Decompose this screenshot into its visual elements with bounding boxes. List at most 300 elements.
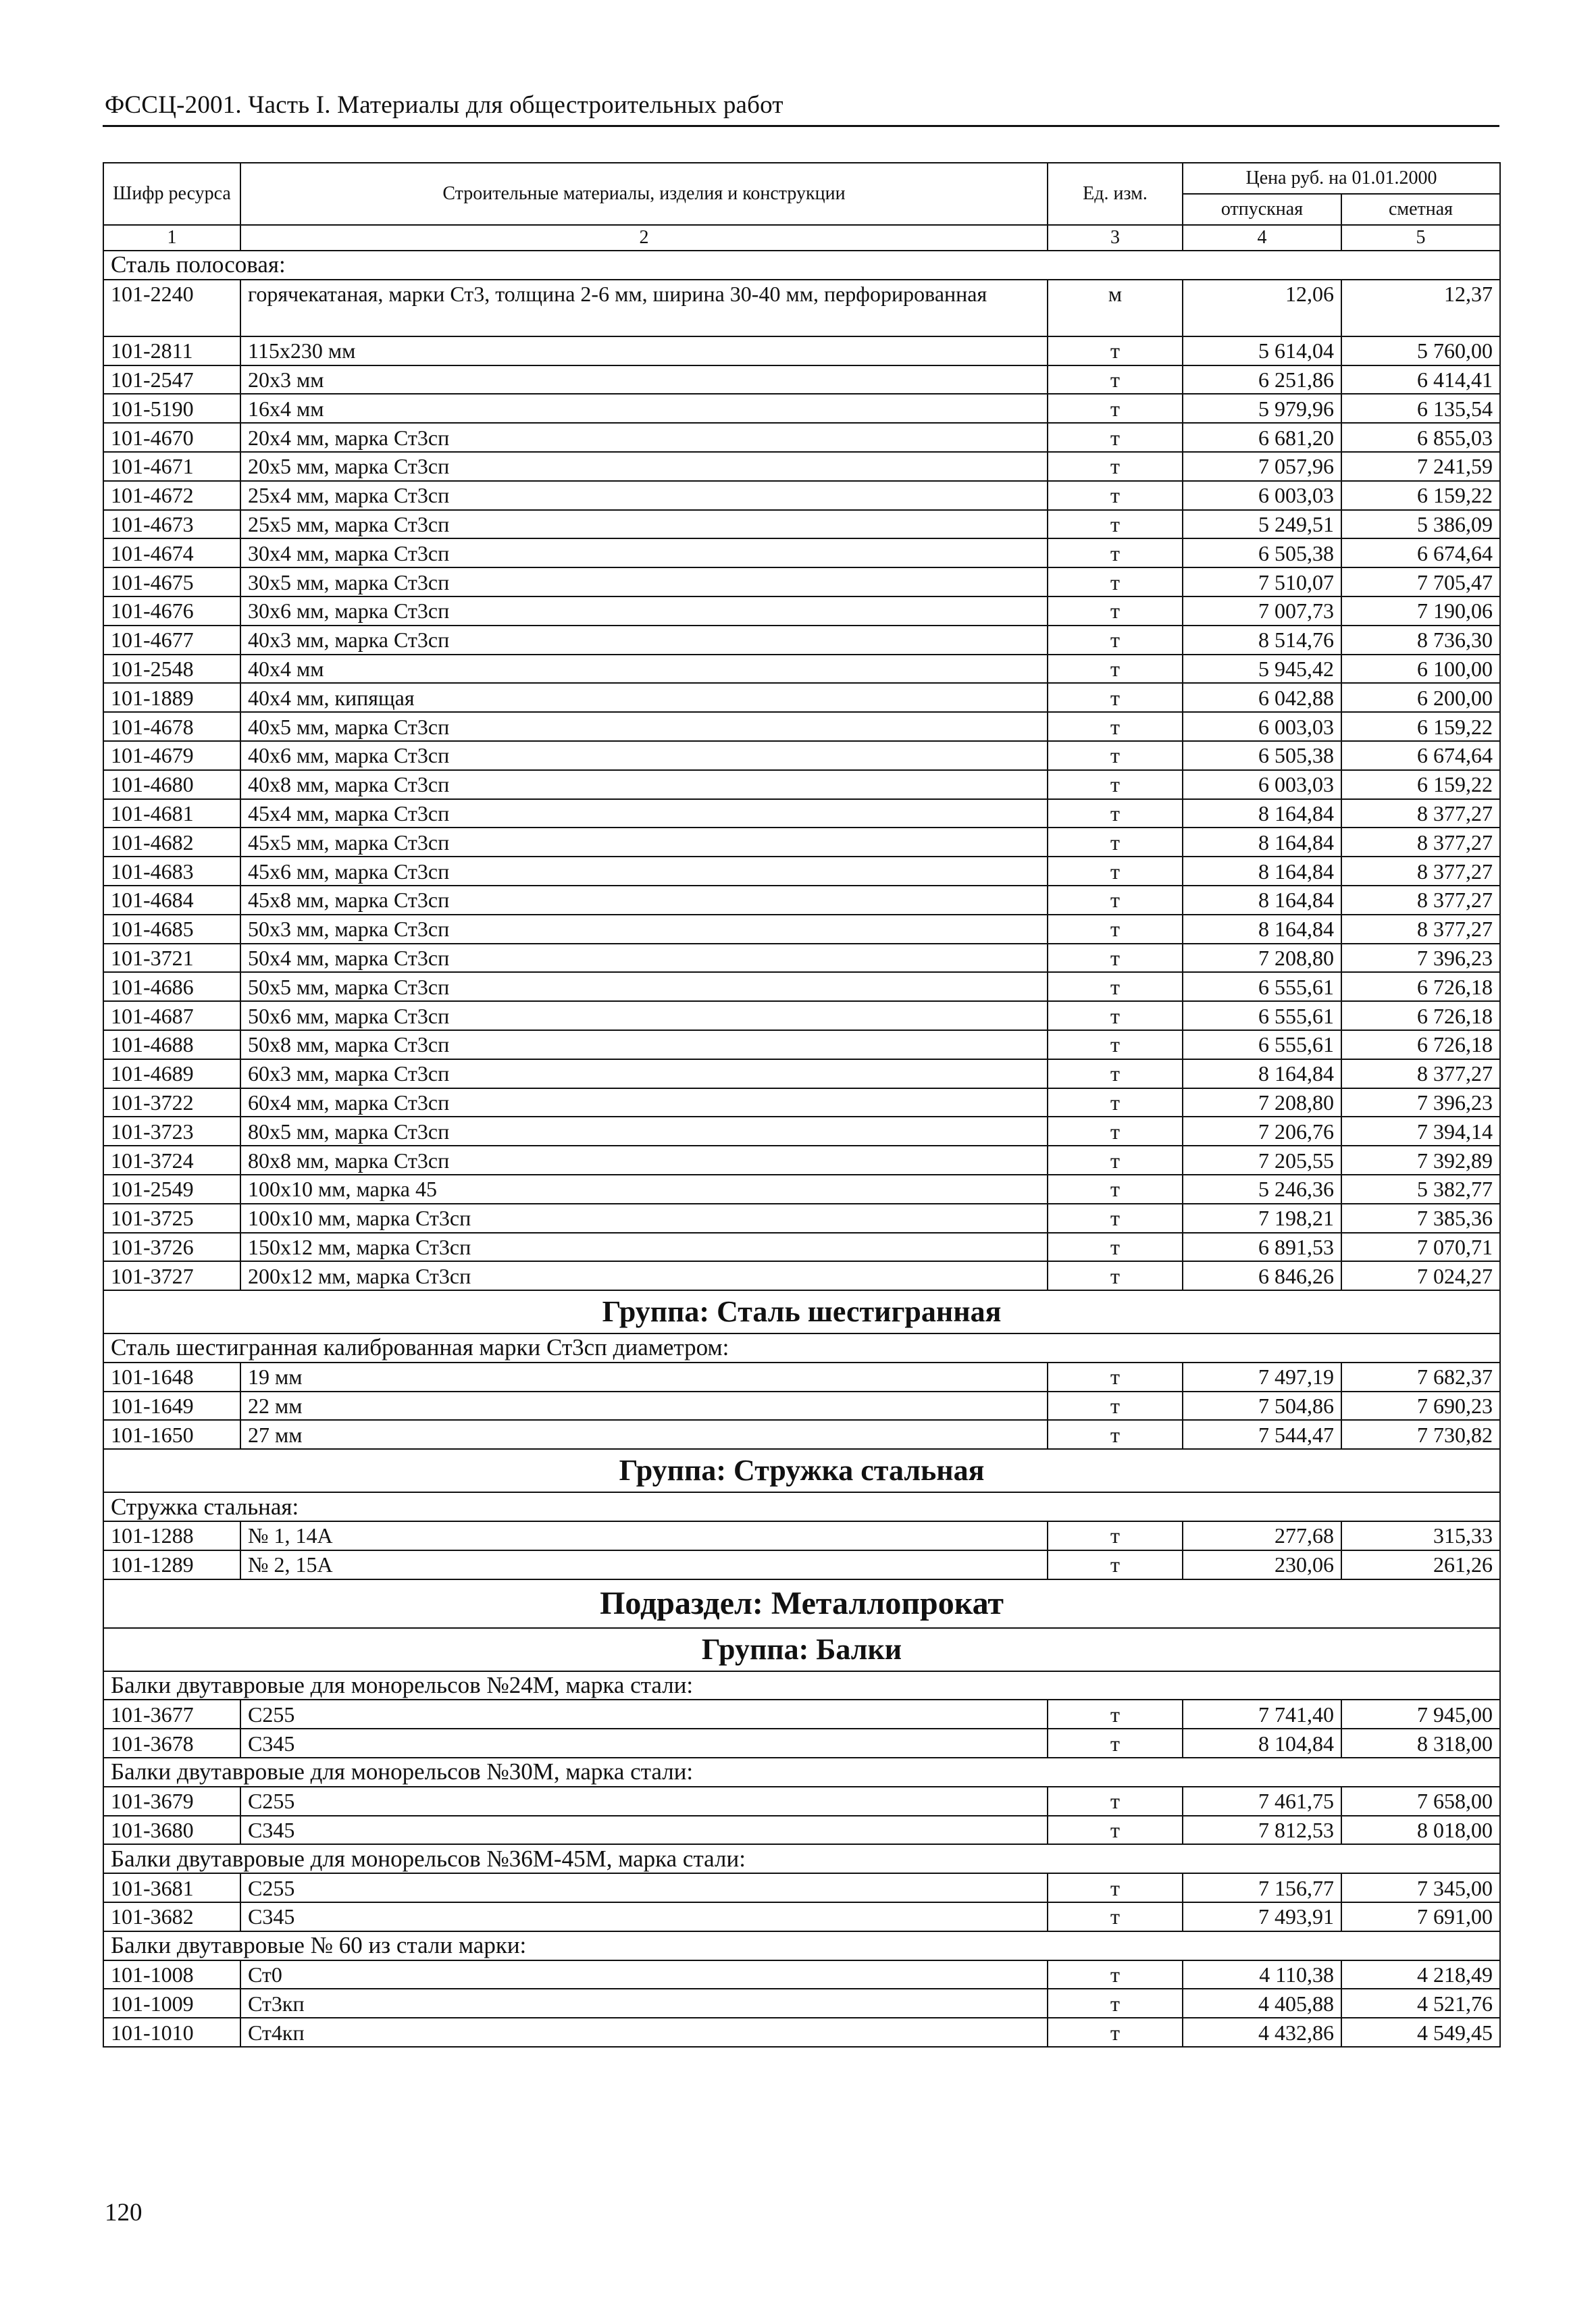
table-row xyxy=(103,655,1500,684)
material-description: 19 мм xyxy=(240,1363,1048,1392)
release-price: 277,68 xyxy=(1183,1521,1341,1550)
table-row xyxy=(103,944,1500,973)
group-heading: Группа: Балки xyxy=(103,1628,1500,1671)
resource-code: 101-4674 xyxy=(103,538,240,567)
unit-cell: т xyxy=(1048,452,1183,481)
unit-cell: т xyxy=(1048,1030,1183,1059)
unit-cell: т xyxy=(1048,1059,1183,1088)
unit-cell: т xyxy=(1048,655,1183,684)
resource-code: 101-4679 xyxy=(103,741,240,770)
table-row xyxy=(103,452,1500,481)
table-row xyxy=(103,1902,1500,1931)
unit-cell: т xyxy=(1048,972,1183,1001)
release-price: 8 164,84 xyxy=(1183,1059,1341,1088)
resource-code: 101-2547 xyxy=(103,365,240,395)
table-row xyxy=(103,1001,1500,1030)
resource-code: 101-4683 xyxy=(103,857,240,886)
resource-code: 101-4682 xyxy=(103,828,240,857)
estimate-price: 7 396,23 xyxy=(1341,1088,1500,1117)
release-price: 7 504,86 xyxy=(1183,1392,1341,1421)
release-price: 5 614,04 xyxy=(1183,336,1341,365)
table-row xyxy=(103,1146,1500,1175)
estimate-price: 6 159,22 xyxy=(1341,770,1500,799)
column-numbers-row xyxy=(103,225,1500,251)
estimate-price: 8 736,30 xyxy=(1341,626,1500,655)
resource-code: 101-5190 xyxy=(103,394,240,423)
column-number: 5 xyxy=(1341,225,1500,251)
resource-code: 101-3723 xyxy=(103,1117,240,1146)
unit-cell: т xyxy=(1048,1261,1183,1290)
release-price: 8 164,84 xyxy=(1183,828,1341,857)
resource-code: 101-4688 xyxy=(103,1030,240,1059)
price-table xyxy=(103,162,1501,2048)
table-body xyxy=(103,251,1500,2047)
resource-code: 101-4681 xyxy=(103,799,240,828)
release-price: 4 432,86 xyxy=(1183,2018,1341,2047)
running-header: ФССЦ-2001. Часть I. Материалы для общестроительных работ xyxy=(105,91,783,119)
material-description: 80х5 мм, марка Ст3сп xyxy=(240,1117,1048,1146)
category-intro-row xyxy=(103,1758,1500,1787)
table-row xyxy=(103,1261,1500,1290)
resource-code: 101-2548 xyxy=(103,655,240,684)
estimate-price: 6 726,18 xyxy=(1341,972,1500,1001)
release-price: 6 251,86 xyxy=(1183,365,1341,395)
estimate-price: 7 345,00 xyxy=(1341,1873,1500,1902)
release-price: 8 164,84 xyxy=(1183,915,1341,944)
group-heading-row xyxy=(103,1628,1500,1671)
table-row xyxy=(103,1816,1500,1845)
unit-cell: т xyxy=(1048,1902,1183,1931)
release-price: 5 246,36 xyxy=(1183,1175,1341,1204)
estimate-price: 6 674,64 xyxy=(1341,538,1500,567)
table-row xyxy=(103,1204,1500,1233)
resource-code: 101-1289 xyxy=(103,1550,240,1579)
estimate-price: 6 135,54 xyxy=(1341,394,1500,423)
material-description: 40х5 мм, марка Ст3сп xyxy=(240,712,1048,741)
release-price: 7 208,80 xyxy=(1183,944,1341,973)
release-price: 5 979,96 xyxy=(1183,394,1341,423)
table-row xyxy=(103,1030,1500,1059)
resource-code: 101-1008 xyxy=(103,1960,240,1989)
resource-code: 101-4673 xyxy=(103,510,240,539)
estimate-price: 6 200,00 xyxy=(1341,683,1500,712)
release-price: 6 042,88 xyxy=(1183,683,1341,712)
table-row xyxy=(103,626,1500,655)
resource-code: 101-2549 xyxy=(103,1175,240,1204)
category-intro: Балки двутавровые для монорельсов №30М, марка стали: xyxy=(103,1758,1500,1787)
material-description: 40х6 мм, марка Ст3сп xyxy=(240,741,1048,770)
estimate-price: 8 377,27 xyxy=(1341,886,1500,915)
table-row xyxy=(103,1117,1500,1146)
unit-cell: т xyxy=(1048,857,1183,886)
estimate-price: 5 382,77 xyxy=(1341,1175,1500,1204)
release-price: 230,06 xyxy=(1183,1550,1341,1579)
material-description: 60х4 мм, марка Ст3сп xyxy=(240,1088,1048,1117)
table-row xyxy=(103,1989,1500,2018)
unit-cell: т xyxy=(1048,770,1183,799)
estimate-price: 8 377,27 xyxy=(1341,915,1500,944)
release-price: 6 555,61 xyxy=(1183,1030,1341,1059)
release-price: 6 505,38 xyxy=(1183,538,1341,567)
estimate-price: 7 190,06 xyxy=(1341,596,1500,626)
table-row xyxy=(103,683,1500,712)
resource-code: 101-4686 xyxy=(103,972,240,1001)
material-description: 45х5 мм, марка Ст3сп xyxy=(240,828,1048,857)
col-header-price-release: отпускная xyxy=(1183,194,1341,225)
release-price: 6 003,03 xyxy=(1183,481,1341,510)
release-price: 4 405,88 xyxy=(1183,1989,1341,2018)
table-row xyxy=(103,1059,1500,1088)
table-row xyxy=(103,886,1500,915)
estimate-price: 12,37 xyxy=(1341,280,1500,336)
unit-cell: т xyxy=(1048,828,1183,857)
resource-code: 101-2811 xyxy=(103,336,240,365)
resource-code: 101-4670 xyxy=(103,423,240,452)
material-description: 16х4 мм xyxy=(240,394,1048,423)
unit-cell: т xyxy=(1048,394,1183,423)
material-description: 45х4 мм, марка Ст3сп xyxy=(240,799,1048,828)
material-description: 50х4 мм, марка Ст3сп xyxy=(240,944,1048,973)
unit-cell: т xyxy=(1048,538,1183,567)
table-row xyxy=(103,972,1500,1001)
category-intro-row xyxy=(103,1492,1500,1521)
table-row xyxy=(103,365,1500,395)
unit-cell: т xyxy=(1048,1204,1183,1233)
material-description: № 2, 15А xyxy=(240,1550,1048,1579)
resource-code: 101-3679 xyxy=(103,1787,240,1816)
release-price: 12,06 xyxy=(1183,280,1341,336)
table-row xyxy=(103,741,1500,770)
release-price: 7 007,73 xyxy=(1183,596,1341,626)
unit-cell: т xyxy=(1048,365,1183,395)
resource-code: 101-3680 xyxy=(103,1816,240,1845)
material-description: 100х10 мм, марка 45 xyxy=(240,1175,1048,1204)
resource-code: 101-4687 xyxy=(103,1001,240,1030)
unit-cell: т xyxy=(1048,336,1183,365)
estimate-price: 6 414,41 xyxy=(1341,365,1500,395)
material-description: 30х4 мм, марка Ст3сп xyxy=(240,538,1048,567)
release-price: 8 164,84 xyxy=(1183,857,1341,886)
resource-code: 101-2240 xyxy=(103,280,240,336)
table-row xyxy=(103,423,1500,452)
estimate-price: 7 730,82 xyxy=(1341,1420,1500,1449)
unit-cell: т xyxy=(1048,510,1183,539)
estimate-price: 8 018,00 xyxy=(1341,1816,1500,1845)
resource-code: 101-4675 xyxy=(103,567,240,596)
release-price: 7 493,91 xyxy=(1183,1902,1341,1931)
table-row xyxy=(103,1363,1500,1392)
release-price: 6 846,26 xyxy=(1183,1261,1341,1290)
estimate-price: 315,33 xyxy=(1341,1521,1500,1550)
unit-cell: т xyxy=(1048,915,1183,944)
subsection-heading-row xyxy=(103,1579,1500,1628)
resource-code: 101-3678 xyxy=(103,1729,240,1758)
estimate-price: 6 674,64 xyxy=(1341,741,1500,770)
release-price: 7 461,75 xyxy=(1183,1787,1341,1816)
estimate-price: 5 386,09 xyxy=(1341,510,1500,539)
estimate-price: 7 945,00 xyxy=(1341,1700,1500,1729)
estimate-price: 8 318,00 xyxy=(1341,1729,1500,1758)
material-description: 30х6 мм, марка Ст3сп xyxy=(240,596,1048,626)
material-description: С345 xyxy=(240,1816,1048,1845)
header-rule xyxy=(103,125,1499,127)
estimate-price: 261,26 xyxy=(1341,1550,1500,1579)
table-row xyxy=(103,1392,1500,1421)
column-number: 3 xyxy=(1048,225,1183,251)
category-intro: Стружка стальная: xyxy=(103,1492,1500,1521)
estimate-price: 7 691,00 xyxy=(1341,1902,1500,1931)
estimate-price: 4 521,76 xyxy=(1341,1989,1500,2018)
release-price: 7 812,53 xyxy=(1183,1816,1341,1845)
unit-cell: т xyxy=(1048,1729,1183,1758)
material-description: 50х8 мм, марка Ст3сп xyxy=(240,1030,1048,1059)
resource-code: 101-4689 xyxy=(103,1059,240,1088)
column-number: 4 xyxy=(1183,225,1341,251)
resource-code: 101-3682 xyxy=(103,1902,240,1931)
estimate-price: 7 705,47 xyxy=(1341,567,1500,596)
estimate-price: 7 394,14 xyxy=(1341,1117,1500,1146)
estimate-price: 7 024,27 xyxy=(1341,1261,1500,1290)
estimate-price: 4 218,49 xyxy=(1341,1960,1500,1989)
unit-cell: т xyxy=(1048,1550,1183,1579)
unit-cell: т xyxy=(1048,886,1183,915)
resource-code: 101-4684 xyxy=(103,886,240,915)
resource-code: 101-4677 xyxy=(103,626,240,655)
estimate-price: 7 385,36 xyxy=(1341,1204,1500,1233)
release-price: 5 945,42 xyxy=(1183,655,1341,684)
material-description: 40х4 мм xyxy=(240,655,1048,684)
material-description: 45х8 мм, марка Ст3сп xyxy=(240,886,1048,915)
resource-code: 101-3681 xyxy=(103,1873,240,1902)
estimate-price: 8 377,27 xyxy=(1341,1059,1500,1088)
table-row xyxy=(103,857,1500,886)
category-intro-row xyxy=(103,1333,1500,1363)
estimate-price: 6 100,00 xyxy=(1341,655,1500,684)
estimate-price: 6 159,22 xyxy=(1341,481,1500,510)
release-price: 6 555,61 xyxy=(1183,972,1341,1001)
estimate-price: 7 396,23 xyxy=(1341,944,1500,973)
unit-cell: т xyxy=(1048,1146,1183,1175)
unit-cell: т xyxy=(1048,423,1183,452)
category-intro-row xyxy=(103,1671,1500,1700)
estimate-price: 7 392,89 xyxy=(1341,1146,1500,1175)
release-price: 7 205,55 xyxy=(1183,1146,1341,1175)
table-row xyxy=(103,1175,1500,1204)
release-price: 4 110,38 xyxy=(1183,1960,1341,1989)
resource-code: 101-3722 xyxy=(103,1088,240,1117)
group-heading: Группа: Стружка стальная xyxy=(103,1449,1500,1492)
release-price: 7 208,80 xyxy=(1183,1088,1341,1117)
release-price: 5 249,51 xyxy=(1183,510,1341,539)
estimate-price: 7 658,00 xyxy=(1341,1787,1500,1816)
material-description: 20х3 мм xyxy=(240,365,1048,395)
table-row xyxy=(103,770,1500,799)
table-row xyxy=(103,1521,1500,1550)
release-price: 7 057,96 xyxy=(1183,452,1341,481)
estimate-price: 6 726,18 xyxy=(1341,1001,1500,1030)
category-intro: Балки двутавровые для монорельсов №24М, марка стали: xyxy=(103,1671,1500,1700)
release-price: 6 555,61 xyxy=(1183,1001,1341,1030)
release-price: 7 741,40 xyxy=(1183,1700,1341,1729)
resource-code: 101-4680 xyxy=(103,770,240,799)
material-description: 27 мм xyxy=(240,1420,1048,1449)
material-description: С345 xyxy=(240,1729,1048,1758)
col-header-price: Цена руб. на 01.01.2000 xyxy=(1183,163,1500,194)
subsection-heading: Подраздел: Металлопрокат xyxy=(103,1579,1500,1628)
unit-cell: т xyxy=(1048,1233,1183,1262)
material-description: 200х12 мм, марка Ст3сп xyxy=(240,1261,1048,1290)
release-price: 7 156,77 xyxy=(1183,1873,1341,1902)
material-description: 150х12 мм, марка Ст3сп xyxy=(240,1233,1048,1262)
resource-code: 101-4676 xyxy=(103,596,240,626)
material-description: 40х4 мм, кипящая xyxy=(240,683,1048,712)
table-row xyxy=(103,394,1500,423)
unit-cell: т xyxy=(1048,626,1183,655)
release-price: 7 206,76 xyxy=(1183,1117,1341,1146)
release-price: 7 497,19 xyxy=(1183,1363,1341,1392)
material-description: 25х5 мм, марка Ст3сп xyxy=(240,510,1048,539)
category-intro: Сталь полосовая: xyxy=(103,251,1500,280)
estimate-price: 4 549,45 xyxy=(1341,2018,1500,2047)
table-row xyxy=(103,1088,1500,1117)
release-price: 7 544,47 xyxy=(1183,1420,1341,1449)
release-price: 6 003,03 xyxy=(1183,712,1341,741)
unit-cell: т xyxy=(1048,712,1183,741)
col-header-price-estimate: сметная xyxy=(1341,194,1500,225)
group-heading-row xyxy=(103,1449,1500,1492)
material-description: 40х3 мм, марка Ст3сп xyxy=(240,626,1048,655)
table-row xyxy=(103,828,1500,857)
estimate-price: 6 159,22 xyxy=(1341,712,1500,741)
material-description: Ст4кп xyxy=(240,2018,1048,2047)
resource-code: 101-4672 xyxy=(103,481,240,510)
unit-cell: т xyxy=(1048,481,1183,510)
unit-cell: т xyxy=(1048,2018,1183,2047)
release-price: 7 510,07 xyxy=(1183,567,1341,596)
group-heading-row xyxy=(103,1290,1500,1333)
group-heading: Группа: Сталь шестигранная xyxy=(103,1290,1500,1333)
material-description: № 1, 14А xyxy=(240,1521,1048,1550)
unit-cell: т xyxy=(1048,1117,1183,1146)
table-row xyxy=(103,1729,1500,1758)
resource-code: 101-3726 xyxy=(103,1233,240,1262)
resource-code: 101-1010 xyxy=(103,2018,240,2047)
estimate-price: 7 241,59 xyxy=(1341,452,1500,481)
table-row xyxy=(103,336,1500,365)
column-number: 2 xyxy=(240,225,1048,251)
material-description: 50х6 мм, марка Ст3сп xyxy=(240,1001,1048,1030)
release-price: 8 164,84 xyxy=(1183,886,1341,915)
unit-cell: т xyxy=(1048,1989,1183,2018)
category-intro: Сталь шестигранная калиброванная марки Ст3сп диаметром: xyxy=(103,1333,1500,1363)
table-row xyxy=(103,915,1500,944)
unit-cell: т xyxy=(1048,1420,1183,1449)
category-intro-row xyxy=(103,251,1500,280)
unit-cell: т xyxy=(1048,567,1183,596)
resource-code: 101-3725 xyxy=(103,1204,240,1233)
estimate-price: 7 690,23 xyxy=(1341,1392,1500,1421)
table-row xyxy=(103,481,1500,510)
material-description: 40х8 мм, марка Ст3сп xyxy=(240,770,1048,799)
page-number: 120 xyxy=(105,2199,143,2227)
release-price: 6 681,20 xyxy=(1183,423,1341,452)
unit-cell: т xyxy=(1048,1787,1183,1816)
estimate-price: 8 377,27 xyxy=(1341,799,1500,828)
release-price: 8 104,84 xyxy=(1183,1729,1341,1758)
unit-cell: т xyxy=(1048,1175,1183,1204)
unit-cell: т xyxy=(1048,1960,1183,1989)
category-intro-row xyxy=(103,1844,1500,1873)
table-row xyxy=(103,1787,1500,1816)
material-description: 25х4 мм, марка Ст3сп xyxy=(240,481,1048,510)
material-description: С345 xyxy=(240,1902,1048,1931)
estimate-price: 6 855,03 xyxy=(1341,423,1500,452)
unit-cell: т xyxy=(1048,683,1183,712)
table-row xyxy=(103,596,1500,626)
estimate-price: 8 377,27 xyxy=(1341,857,1500,886)
release-price: 6 891,53 xyxy=(1183,1233,1341,1262)
category-intro-row xyxy=(103,1931,1500,1960)
resource-code: 101-4685 xyxy=(103,915,240,944)
resource-code: 101-1889 xyxy=(103,683,240,712)
resource-code: 101-4678 xyxy=(103,712,240,741)
material-description: 45х6 мм, марка Ст3сп xyxy=(240,857,1048,886)
material-description: Ст0 xyxy=(240,1960,1048,1989)
resource-code: 101-4671 xyxy=(103,452,240,481)
estimate-price: 8 377,27 xyxy=(1341,828,1500,857)
resource-code: 101-3724 xyxy=(103,1146,240,1175)
material-description: 60х3 мм, марка Ст3сп xyxy=(240,1059,1048,1088)
material-description: 22 мм xyxy=(240,1392,1048,1421)
table-row xyxy=(103,1420,1500,1449)
unit-cell: т xyxy=(1048,944,1183,973)
material-description: 80х8 мм, марка Ст3сп xyxy=(240,1146,1048,1175)
unit-cell: м xyxy=(1048,280,1183,336)
material-description: 30х5 мм, марка Ст3сп xyxy=(240,567,1048,596)
material-description: 50х5 мм, марка Ст3сп xyxy=(240,972,1048,1001)
table-row xyxy=(103,1700,1500,1729)
material-description: 50х3 мм, марка Ст3сп xyxy=(240,915,1048,944)
material-description: С255 xyxy=(240,1873,1048,1902)
table-row xyxy=(103,538,1500,567)
material-description: С255 xyxy=(240,1700,1048,1729)
estimate-price: 5 760,00 xyxy=(1341,336,1500,365)
unit-cell: т xyxy=(1048,1700,1183,1729)
resource-code: 101-1288 xyxy=(103,1521,240,1550)
material-description: Ст3кп xyxy=(240,1989,1048,2018)
release-price: 8 514,76 xyxy=(1183,626,1341,655)
table-row xyxy=(103,1233,1500,1262)
category-intro: Балки двутавровые № 60 из стали марки: xyxy=(103,1931,1500,1960)
table-row xyxy=(103,1960,1500,1989)
material-description: 100х10 мм, марка Ст3сп xyxy=(240,1204,1048,1233)
resource-code: 101-1009 xyxy=(103,1989,240,2018)
resource-code: 101-3721 xyxy=(103,944,240,973)
table-row xyxy=(103,712,1500,741)
material-description: 115х230 мм xyxy=(240,336,1048,365)
material-description: С255 xyxy=(240,1787,1048,1816)
material-description: 20х5 мм, марка Ст3сп xyxy=(240,452,1048,481)
estimate-price: 6 726,18 xyxy=(1341,1030,1500,1059)
table-row xyxy=(103,280,1500,336)
col-header-name: Строительные материалы, изделия и конструкции xyxy=(240,163,1048,225)
table-row xyxy=(103,2018,1500,2047)
release-price: 6 003,03 xyxy=(1183,770,1341,799)
unit-cell: т xyxy=(1048,1088,1183,1117)
table-row xyxy=(103,1873,1500,1902)
table-row xyxy=(103,1550,1500,1579)
release-price: 7 198,21 xyxy=(1183,1204,1341,1233)
